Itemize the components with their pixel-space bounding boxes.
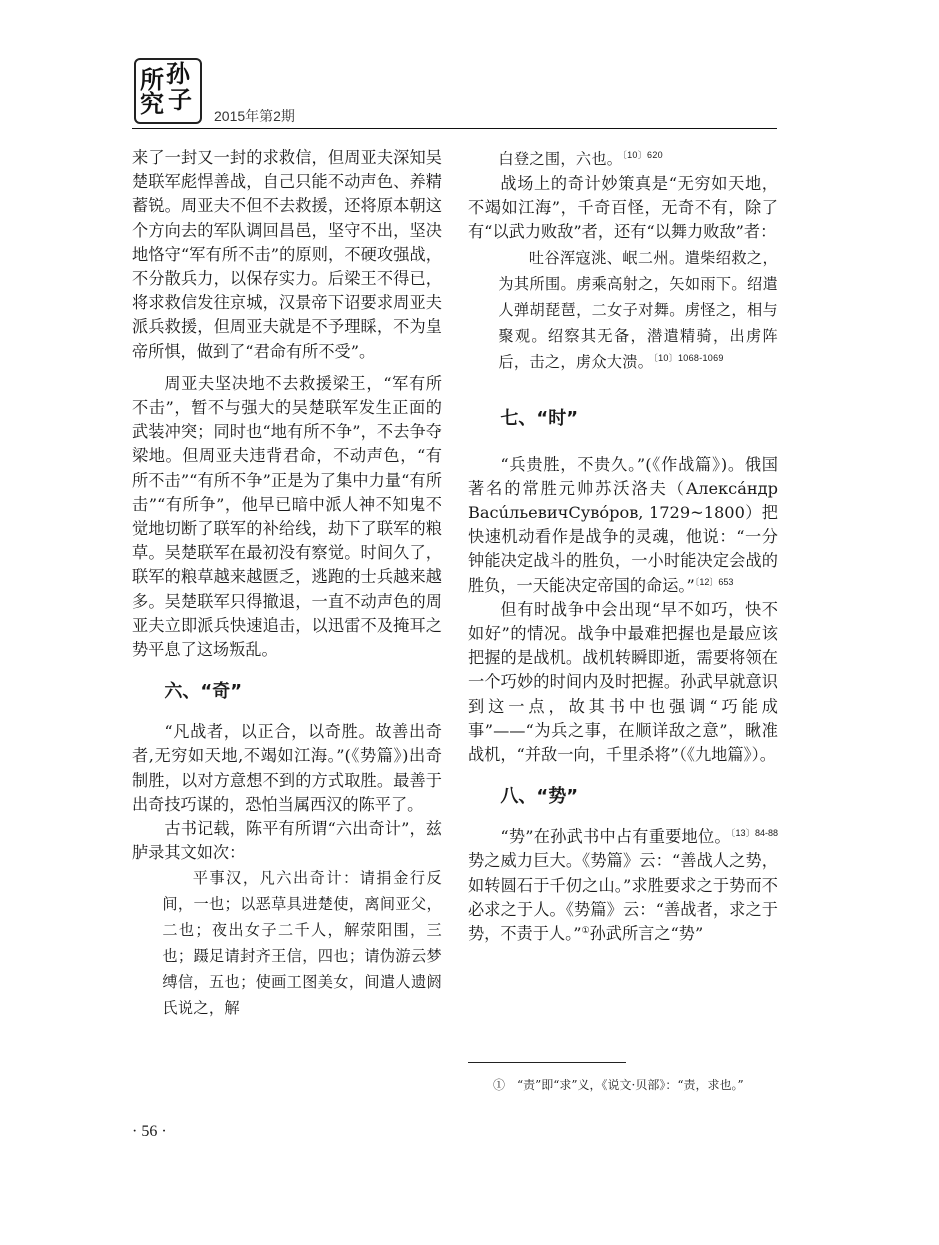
section-heading: 八、“势” — [500, 786, 579, 808]
paragraph-text: “兵贵胜，不贵久。”(《作战篇》)。俄国著名的常胜元帅苏沃洛夫（Алексáндр ВасúльевичСувóров, 1729~1800）把快速机动看作是战争的灵魂，他说：“一分钟能决定战斗的胜负，一小时能决定会战的胜负，一天能决定帝国的命运。” — [468, 454, 778, 595]
journal-logo — [134, 58, 202, 124]
footnote-marker: ① — [581, 925, 590, 936]
block-quote-continued — [498, 146, 778, 172]
logo-char-1: 所 — [140, 65, 164, 94]
footnote: ① “责”即“求”义，《说文·贝部》：“责，求也。” — [493, 1078, 744, 1092]
block-quote: 平事汉，凡六出奇计：请捐金行反间，一也；以恶草具进楚使，离间亚父，二也；夜出女子二千人，解荥阳围，三也；蹑足请封齐王信，四也；请伪游云梦缚信，五也；使画工图美女，间遣人遗阏氏说之，解 — [162, 869, 442, 1018]
citation: 〔13〕84-88 — [730, 828, 778, 839]
page-number: · 56 · — [132, 1123, 167, 1140]
citation: 〔12〕653 — [694, 576, 734, 587]
paragraph: 周亚夫坚决地不去救援梁王，“军有所不击”，暂不与强大的吴楚联军发生正面的武装冲突；同时也“地有所不争”，不去争夺梁地。但周亚夫违背君命，不动声色，“有所不击”“有所不争”正是为了集中力量“有所击”“有所争”，他早已暗中派人神不知鬼不觉地切断了联军的补给线，劫下了联军的粮草。吴楚联军在最初没有察觉。时间久了，联军的粮草越来越匮乏，逃跑的士兵越来越多。吴楚联军只得撤退，一直不动声色的周亚夫立即派兵快速追击，以迅雷不及掩耳之势平息了这场叛乱。 — [132, 373, 442, 660]
citation: 〔10〕1068-1069 — [653, 352, 724, 363]
logo-char-4: 子 — [168, 85, 192, 114]
section-heading: 七、“时” — [500, 407, 579, 429]
paragraph: 战场上的奇计妙策真是“无穷如天地，不竭如江海”，千奇百怪，无奇不有，除了有“以武力败敌”者，还有“以舞力败敌”者： — [468, 174, 778, 242]
block-quote — [498, 245, 778, 375]
page-header — [132, 52, 777, 130]
right-column — [468, 146, 778, 946]
paragraph-text: “势”在孙武书中占有重要地位。 — [500, 827, 731, 847]
quote-text: 吐谷浑寇洮、岷二州。遣柴绍救之，为其所围。虏乘高射之，矢如雨下。绍遣人弹胡琵琶，二女子对舞。虏怪之，相与聚观。绍察其无备，潜遣精骑，出虏阵后，击之，虏众大溃。 — [498, 248, 778, 371]
paragraph-text: 孙武所言之“势” — [589, 924, 704, 944]
header-rule — [132, 128, 777, 129]
paragraph-text: 势之威力巨大。《势篇》云：“善战人之势，如转圆石于千仞之山。”求胜要求之于势而不必求之于人。《势篇》云：“善战者，求之于势，不责于人。” — [468, 851, 778, 944]
footnote-rule — [468, 1062, 626, 1063]
paragraph — [468, 825, 778, 946]
logo-char-3: 究 — [140, 89, 164, 118]
left-column — [132, 146, 442, 1021]
paragraph: 古书记载，陈平有所谓“六出奇计”，兹胪录其文如次： — [132, 819, 442, 863]
section-heading: 六、“奇” — [164, 681, 243, 703]
paragraph: 来了一封又一封的求救信，但周亚夫深知吴楚联军彪悍善战，自己只能不动声色、养精蓄锐。周亚夫不但不去救援，还将原本朝这个方向去的军队调回昌邑，坚守不出，坚决地恪守“军有所不击”的原则，不硬攻强战，不分散兵力，以保存实力。后梁王不得已，将求救信发往京城，汉景帝下诏要求周亚夫派兵救援，但周亚夫就是不予理睬，不为皇帝所惧，做到了“君命有所不受”。 — [132, 148, 442, 361]
quote-text: 白登之围，六也。 — [498, 150, 623, 168]
paragraph — [468, 453, 778, 598]
paragraph: “凡战者，以正合，以奇胜。故善出奇者,无穷如天地,不竭如江海。”(《势篇》)出奇制胜，以对方意想不到的方式取胜。最善于出奇技巧谋的，恐怕当属西汉的陈平了。 — [132, 722, 442, 814]
logo-char-2: 孙 — [166, 59, 190, 88]
paragraph: 但有时战争中会出现“早不如巧，快不如好”的情况。战争中最难把握也是最应该把握的是战机。战机转瞬即逝，需要将领在一个巧妙的时间内及时把握。孙武早就意识到这一点，故其书中也强调“巧能成事”——“为兵之事，在顺详敌之意”，瞅准战机，“并敌一向，千里杀将”（《九地篇》）。 — [468, 599, 778, 765]
issue-label: 2015年第2期 — [214, 108, 295, 124]
citation: 〔10〕620 — [622, 150, 663, 160]
